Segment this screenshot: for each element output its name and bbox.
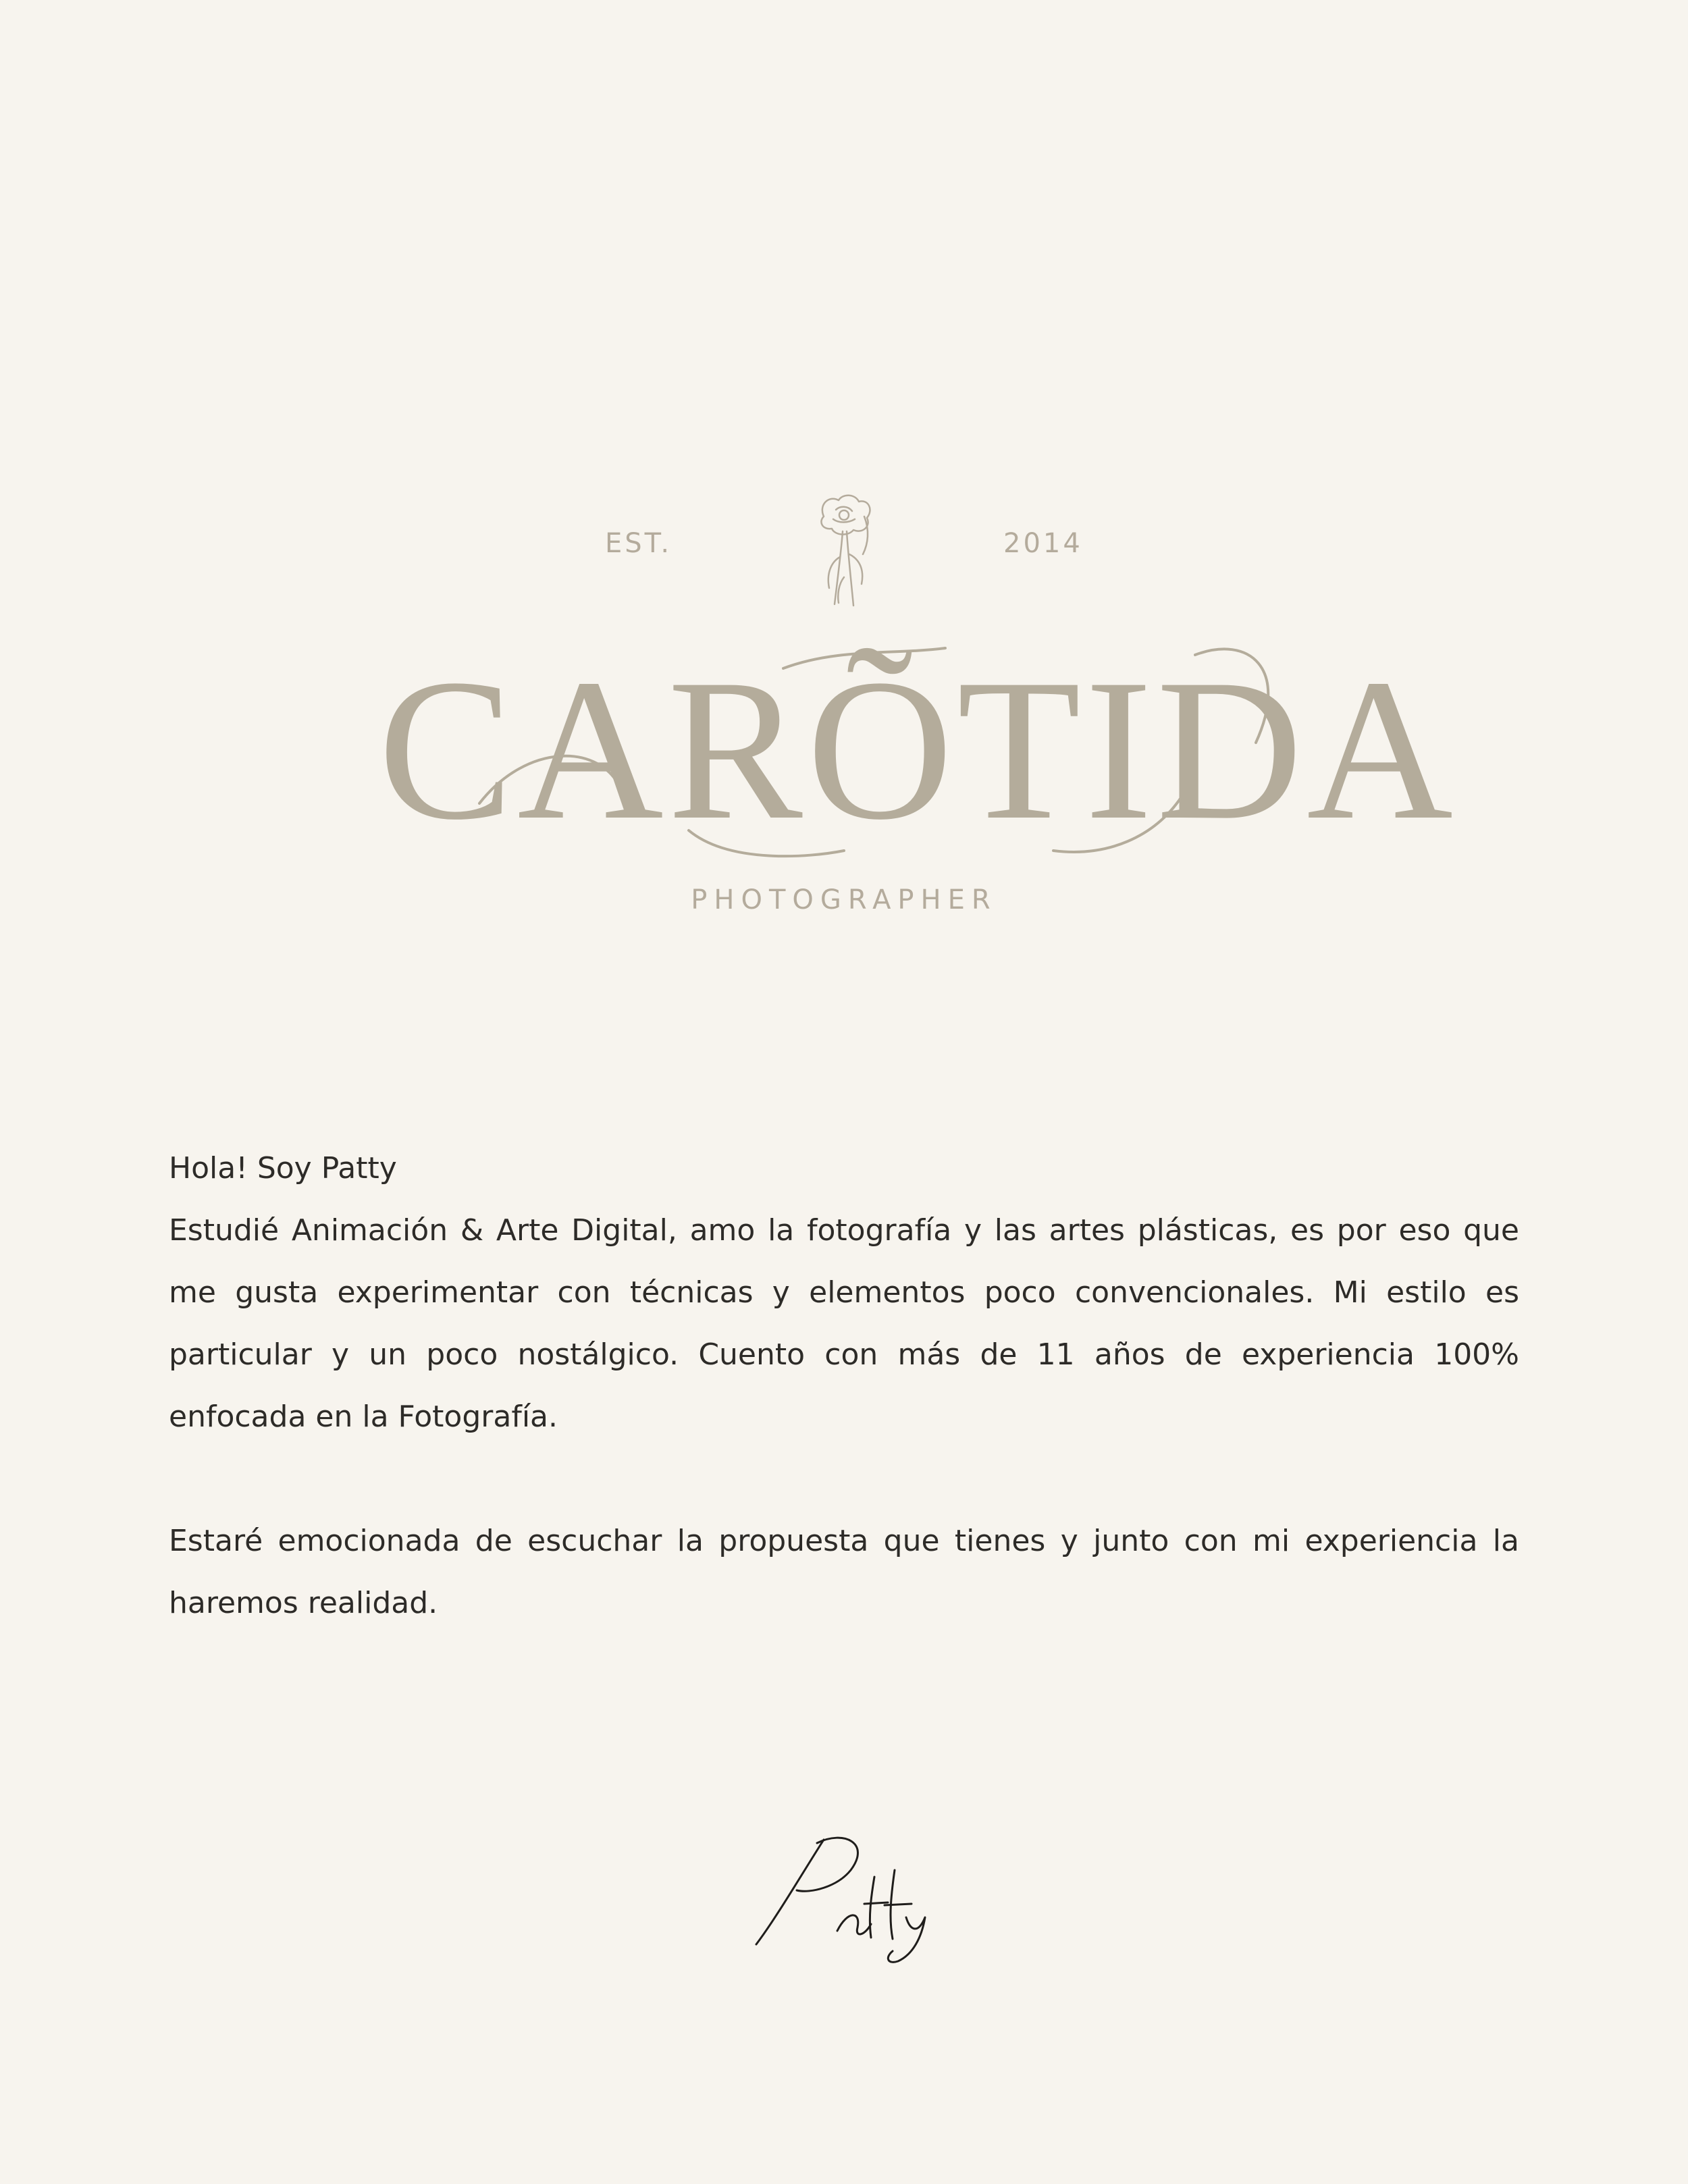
- signature: [736, 1830, 939, 1965]
- wordmark: [378, 628, 1457, 871]
- logo: [0, 0, 1688, 945]
- year-label: 2014: [1003, 528, 1083, 559]
- letter-body: [169, 1138, 1519, 1634]
- wordmark-flourishes: [378, 628, 1457, 871]
- paragraph-intro: Estudié Animación & Arte Digital, amo la fotografía y las artes plásticas, es por eso que me gusta experimentar con técnicas y elementos poco convencionales. Mi estilo es particular y un poco nostálgico. Cuento con más de 11 años de experiencia 100% enfocada en la Fotografía.: [169, 1213, 1519, 1434]
- greeting: Hola! Soy Patty: [169, 1151, 397, 1186]
- est-label: EST.: [605, 528, 672, 559]
- poppy-flower-icon: [803, 489, 885, 611]
- paragraph-closing: Estaré emocionada de escuchar la propuesta que tienes y junto con mi experiencia la haremos realidad.: [169, 1524, 1519, 1620]
- subtitle: PHOTOGRAPHER: [691, 884, 997, 915]
- wordmark-text: CARÕTIDA: [378, 637, 1457, 861]
- paragraph-gap: [169, 1448, 1519, 1510]
